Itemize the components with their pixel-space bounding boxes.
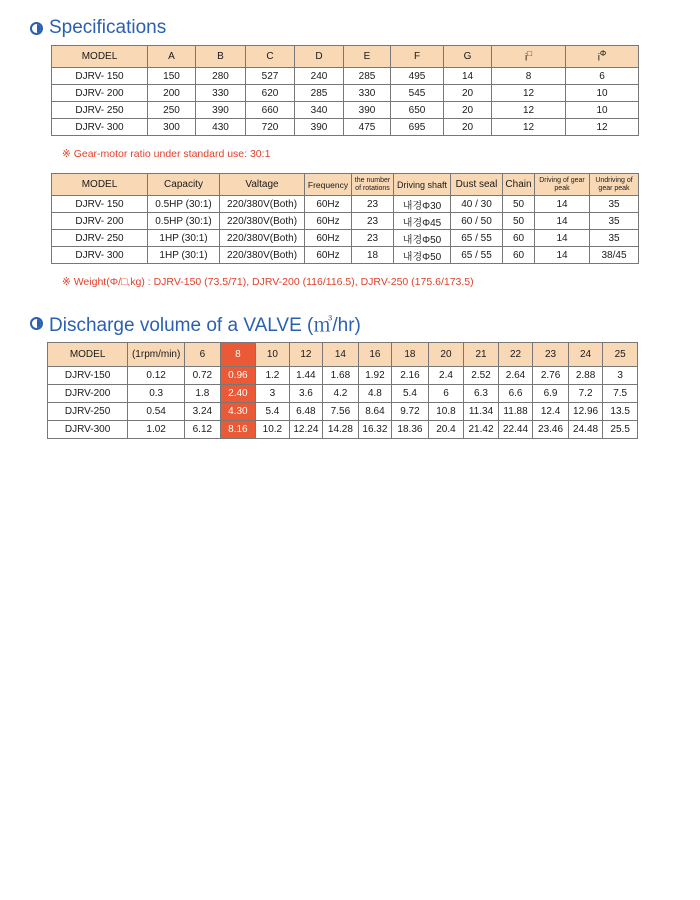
header-cell: Capacity: [148, 174, 220, 196]
header-cell: 24: [568, 343, 603, 367]
value-cell: 3: [256, 385, 290, 403]
value-cell: 60: [503, 230, 535, 247]
table-row: [52, 102, 639, 119]
value-cell: 11.88: [498, 403, 533, 421]
section-title-text: Discharge volume of a VALVE (㎥/hr): [49, 315, 361, 336]
value-cell: 220/380V(Both): [220, 230, 305, 247]
value-cell: 20: [444, 102, 492, 119]
value-cell: 6: [428, 385, 464, 403]
section-title-discharge-volume: [30, 310, 361, 337]
value-cell: 7.2: [568, 385, 603, 403]
half-circle-icon: [30, 317, 43, 330]
value-cell: 14: [535, 247, 590, 264]
header-i: i: [597, 52, 600, 64]
value-cell: 495: [391, 68, 444, 85]
header-cell: 20: [428, 343, 464, 367]
value-cell: 65 / 55: [451, 247, 503, 264]
value-cell: 0.5HP (30:1): [148, 213, 220, 230]
value-cell: 35: [590, 230, 639, 247]
value-cell: 22.44: [498, 421, 533, 439]
value-cell: 18.36: [392, 421, 429, 439]
value-cell: 390: [344, 102, 391, 119]
value-cell: 6.3: [464, 385, 499, 403]
value-cell: 8.16: [220, 421, 256, 439]
value-cell: 330: [344, 85, 391, 102]
value-cell: 60Hz: [305, 196, 352, 213]
phi-symbol: Φ: [599, 49, 607, 59]
value-cell: 1.02: [128, 421, 185, 439]
value-cell: 390: [196, 102, 246, 119]
header-cell: (1rpm/min): [128, 343, 185, 367]
value-cell: 6: [566, 68, 639, 85]
value-cell: 20: [444, 119, 492, 136]
value-cell: 18: [352, 247, 394, 264]
value-cell: 0.12: [128, 367, 185, 385]
value-cell: 내경Φ45: [394, 213, 451, 230]
value-cell: 660: [246, 102, 295, 119]
value-cell: 2.40: [220, 385, 256, 403]
value-cell: 300: [148, 119, 196, 136]
model-cell: DJRV- 300: [52, 119, 148, 136]
value-cell: 10: [566, 85, 639, 102]
value-cell: 6.12: [185, 421, 221, 439]
value-cell: 1HP (30:1): [148, 247, 220, 264]
value-cell: 150: [148, 68, 196, 85]
header-cell: Undriving of gear peak: [590, 174, 639, 196]
value-cell: 9.72: [392, 403, 429, 421]
value-cell: 285: [344, 68, 391, 85]
model-cell: DJRV- 200: [52, 213, 148, 230]
header-cell: MODEL: [48, 343, 128, 367]
table-row: [52, 119, 639, 136]
value-cell: 6.9: [533, 385, 569, 403]
value-cell: 2.76: [533, 367, 569, 385]
header-cell: 8: [220, 343, 256, 367]
value-cell: 1.68: [323, 367, 359, 385]
value-cell: 0.3: [128, 385, 185, 403]
value-cell: 50: [503, 196, 535, 213]
table-row: [48, 403, 638, 421]
discharge-volume-table: [47, 342, 638, 439]
value-cell: 60: [503, 247, 535, 264]
header-cell: D: [295, 46, 344, 68]
model-cell: DJRV- 200: [52, 85, 148, 102]
value-cell: 0.54: [128, 403, 185, 421]
value-cell: 6.6: [498, 385, 533, 403]
table-header-row: [52, 174, 639, 196]
header-cell-i-square: [492, 46, 566, 68]
table-row: [48, 385, 638, 403]
value-cell: 14: [535, 230, 590, 247]
value-cell: 5.4: [392, 385, 429, 403]
value-cell: 1HP (30:1): [148, 230, 220, 247]
value-cell: 1.92: [358, 367, 392, 385]
model-cell: DJRV- 300: [52, 247, 148, 264]
value-cell: 12: [566, 119, 639, 136]
value-cell: 650: [391, 102, 444, 119]
model-cell: DJRV-200: [48, 385, 128, 403]
header-cell: E: [344, 46, 391, 68]
header-cell: 22: [498, 343, 533, 367]
value-cell: 330: [196, 85, 246, 102]
value-cell: 285: [295, 85, 344, 102]
value-cell: 21.42: [464, 421, 499, 439]
table-row: [52, 247, 639, 264]
table-row: [52, 213, 639, 230]
value-cell: 390: [295, 119, 344, 136]
value-cell: 1.8: [185, 385, 221, 403]
value-cell: 16.32: [358, 421, 392, 439]
value-cell: 13.5: [603, 403, 638, 421]
value-cell: 60Hz: [305, 213, 352, 230]
value-cell: 250: [148, 102, 196, 119]
header-cell: 10: [256, 343, 290, 367]
table-header-row: [48, 343, 638, 367]
header-cell: 16: [358, 343, 392, 367]
table-row: [52, 196, 639, 213]
header-cell: 14: [323, 343, 359, 367]
value-cell: 14: [535, 196, 590, 213]
value-cell: 8.64: [358, 403, 392, 421]
value-cell: 60Hz: [305, 230, 352, 247]
value-cell: 2.64: [498, 367, 533, 385]
value-cell: 38/45: [590, 247, 639, 264]
value-cell: 2.88: [568, 367, 603, 385]
header-cell: C: [246, 46, 295, 68]
value-cell: 12.96: [568, 403, 603, 421]
value-cell: 3.6: [289, 385, 323, 403]
header-cell: the number of rotations: [352, 174, 394, 196]
value-cell: 65 / 55: [451, 230, 503, 247]
value-cell: 0.96: [220, 367, 256, 385]
value-cell: 620: [246, 85, 295, 102]
value-cell: 3: [603, 367, 638, 385]
header-cell-i-phi: [566, 46, 639, 68]
value-cell: 8: [492, 68, 566, 85]
header-i: i: [524, 52, 528, 64]
value-cell: 23: [352, 213, 394, 230]
value-cell: 23: [352, 196, 394, 213]
value-cell: 240: [295, 68, 344, 85]
section-title-text: Specifications: [49, 17, 167, 38]
value-cell: 14: [535, 213, 590, 230]
value-cell: 10.8: [428, 403, 464, 421]
value-cell: 7.56: [323, 403, 359, 421]
value-cell: 3.24: [185, 403, 221, 421]
value-cell: 2.52: [464, 367, 499, 385]
table-header-row: [52, 46, 639, 68]
header-cell: 23: [533, 343, 569, 367]
square-symbol: □: [527, 49, 533, 59]
motor-table: [51, 173, 639, 264]
value-cell: 695: [391, 119, 444, 136]
value-cell: 10: [566, 102, 639, 119]
value-cell: 0.72: [185, 367, 221, 385]
header-cell: G: [444, 46, 492, 68]
header-cell: Dust seal: [451, 174, 503, 196]
value-cell: 24.48: [568, 421, 603, 439]
value-cell: 35: [590, 196, 639, 213]
header-cell: Chain: [503, 174, 535, 196]
header-cell: F: [391, 46, 444, 68]
header-cell: MODEL: [52, 174, 148, 196]
model-cell: DJRV- 150: [52, 196, 148, 213]
value-cell: 2.4: [428, 367, 464, 385]
value-cell: 12: [492, 85, 566, 102]
value-cell: 280: [196, 68, 246, 85]
value-cell: 14: [444, 68, 492, 85]
value-cell: 4.30: [220, 403, 256, 421]
half-circle-icon: [30, 22, 43, 35]
model-cell: DJRV-250: [48, 403, 128, 421]
value-cell: 430: [196, 119, 246, 136]
value-cell: 50: [503, 213, 535, 230]
header-cell: 25: [603, 343, 638, 367]
header-cell: 6: [185, 343, 221, 367]
header-cell: Driving shaft: [394, 174, 451, 196]
model-cell: DJRV- 150: [52, 68, 148, 85]
header-cell: MODEL: [52, 46, 148, 68]
value-cell: 720: [246, 119, 295, 136]
value-cell: 12: [492, 102, 566, 119]
value-cell: 527: [246, 68, 295, 85]
table-row: [48, 367, 638, 385]
header-cell: 12: [289, 343, 323, 367]
value-cell: 60 / 50: [451, 213, 503, 230]
value-cell: 20: [444, 85, 492, 102]
section-title-specifications: [30, 17, 166, 39]
value-cell: 14.28: [323, 421, 359, 439]
value-cell: 23: [352, 230, 394, 247]
header-cell: 18: [392, 343, 429, 367]
value-cell: 1.44: [289, 367, 323, 385]
value-cell: 11.34: [464, 403, 499, 421]
model-cell: DJRV-150: [48, 367, 128, 385]
header-cell: Frequency: [305, 174, 352, 196]
value-cell: 내경Φ50: [394, 247, 451, 264]
table-row: [52, 230, 639, 247]
table-row: [52, 85, 639, 102]
value-cell: 내경Φ30: [394, 196, 451, 213]
value-cell: 4.8: [358, 385, 392, 403]
value-cell: 545: [391, 85, 444, 102]
value-cell: 12.4: [533, 403, 569, 421]
gear-ratio-note: ※ Gear-motor ratio under standard use: 30:1: [62, 148, 271, 160]
header-cell: 21: [464, 343, 499, 367]
model-cell: DJRV- 250: [52, 102, 148, 119]
value-cell: 6.48: [289, 403, 323, 421]
value-cell: 35: [590, 213, 639, 230]
value-cell: 60Hz: [305, 247, 352, 264]
header-cell: Valtage: [220, 174, 305, 196]
table-row: [52, 68, 639, 85]
value-cell: 4.2: [323, 385, 359, 403]
header-cell: B: [196, 46, 246, 68]
value-cell: 200: [148, 85, 196, 102]
value-cell: 5.4: [256, 403, 290, 421]
value-cell: 23.46: [533, 421, 569, 439]
model-cell: DJRV- 250: [52, 230, 148, 247]
value-cell: 1.2: [256, 367, 290, 385]
weight-note: ※ Weight(Φ/□,kg) : DJRV-150 (73.5/71), DJRV-200 (116/116.5), DJRV-250 (175.6/173.5): [62, 276, 474, 288]
value-cell: 340: [295, 102, 344, 119]
value-cell: 2.16: [392, 367, 429, 385]
value-cell: 12: [492, 119, 566, 136]
header-cell: Driving of gear peak: [535, 174, 590, 196]
value-cell: 40 / 30: [451, 196, 503, 213]
table-row: [48, 421, 638, 439]
value-cell: 25.5: [603, 421, 638, 439]
value-cell: 220/380V(Both): [220, 247, 305, 264]
header-cell: A: [148, 46, 196, 68]
model-cell: DJRV-300: [48, 421, 128, 439]
value-cell: 10.2: [256, 421, 290, 439]
value-cell: 7.5: [603, 385, 638, 403]
value-cell: 220/380V(Both): [220, 213, 305, 230]
value-cell: 475: [344, 119, 391, 136]
specifications-table: [51, 45, 639, 136]
value-cell: 내경Φ50: [394, 230, 451, 247]
value-cell: 0.5HP (30:1): [148, 196, 220, 213]
value-cell: 12.24: [289, 421, 323, 439]
value-cell: 220/380V(Both): [220, 196, 305, 213]
value-cell: 20.4: [428, 421, 464, 439]
